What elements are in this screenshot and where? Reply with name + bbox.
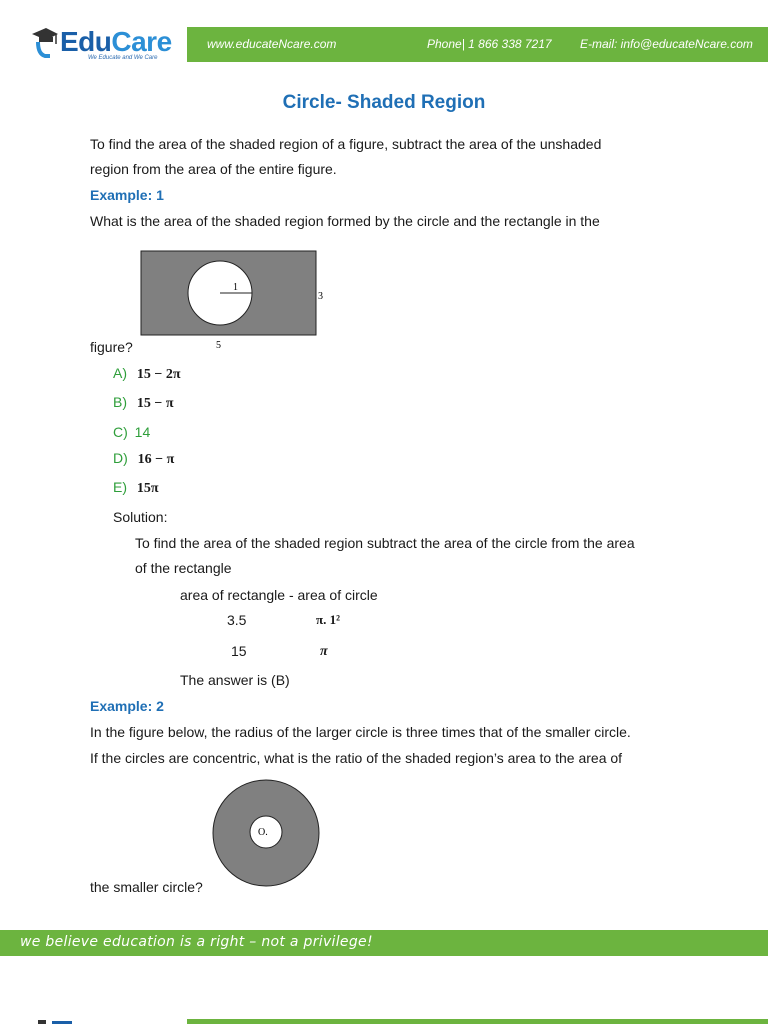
option-a[interactable] (113, 364, 181, 384)
height-label: 3 (318, 291, 323, 302)
email-link[interactable]: E-mail: info@educateNcare.com (580, 37, 753, 51)
logo-care: Care (111, 26, 172, 57)
phone-number: Phone| 1 866 338 7217 (427, 37, 552, 51)
work-header: area of rectangle - area of circle (180, 587, 378, 603)
educare-logo (30, 24, 180, 64)
option-a-letter: A) (113, 365, 127, 381)
option-d-value: 16 − π (137, 452, 175, 467)
website-link[interactable]: www.educateNcare.com (207, 37, 337, 51)
example-2-line-2: If the circles are concentric, what is the ratio of the shaded region’s area to the area of (90, 750, 623, 766)
work-row-2-left: 15 (231, 643, 247, 659)
page-title: Circle- Shaded Region (282, 92, 486, 113)
option-b-letter: B) (113, 394, 127, 410)
work-row-2-right: π (320, 644, 328, 659)
radius-label: 1 (233, 282, 238, 293)
width-label: 5 (216, 340, 221, 351)
option-c[interactable] (113, 423, 150, 441)
solution-label: Solution: (113, 509, 168, 525)
header-contact-bar (187, 27, 768, 62)
work-row-1-right: π. 1² (316, 612, 341, 627)
option-b-value: 15 − π (136, 396, 174, 411)
next-page-header-bar (187, 1019, 768, 1024)
example-1-question: What is the area of the shaded region formed by the circle and the rectangle in the (90, 213, 600, 229)
option-e[interactable] (113, 478, 159, 498)
concentric-circles-figure (208, 778, 324, 894)
example-1-heading: Example: 1 (90, 187, 164, 203)
intro-line-2: region from the area of the entire figure. (90, 161, 337, 177)
work-row-1-left: 3.5 (227, 612, 247, 628)
next-page-logo-fragment (38, 1020, 98, 1024)
center-label: O. (258, 827, 268, 838)
example-2-heading: Example: 2 (90, 698, 164, 714)
option-b[interactable] (113, 393, 174, 413)
example-2-line-1: In the figure below, the radius of the larger circle is three times that of the smaller circle. (90, 724, 631, 740)
option-c-value: 14 (134, 424, 151, 440)
graduation-cap-icon (30, 24, 60, 60)
option-e-value: 15π (136, 481, 159, 496)
intro-line-1: To find the area of the shaded region of a figure, subtract the area of the unshaded (90, 136, 602, 152)
option-c-letter: C) (113, 424, 128, 440)
answer-text: The answer is (B) (180, 672, 290, 688)
rectangle-circle-figure (140, 250, 340, 354)
logo-edu: Edu (60, 26, 112, 57)
solution-line-2: of the rectangle (135, 560, 232, 576)
solution-line-1: To find the area of the shaded region subtract the area of the circle from the area (135, 535, 635, 551)
option-d[interactable] (113, 449, 174, 469)
option-a-value: 15 − 2π (136, 367, 181, 382)
logo-tagline: We Educate and We Care (88, 55, 158, 61)
option-e-letter: E) (113, 479, 127, 495)
page-header (0, 0, 768, 70)
example-1-question-end: figure? (90, 339, 133, 355)
footer-slogan: we believe education is a right – not a privilege! (20, 934, 373, 950)
footer-slogan-bar (0, 930, 768, 956)
example-2-line-3: the smaller circle? (90, 879, 203, 895)
option-d-letter: D) (113, 450, 128, 466)
